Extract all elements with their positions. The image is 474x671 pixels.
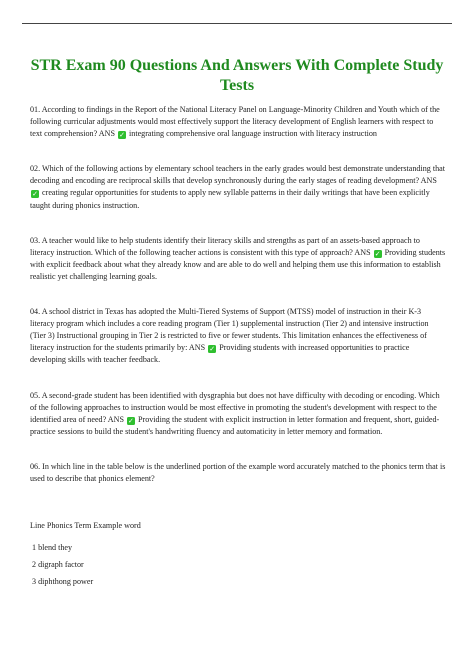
top-divider: [22, 23, 452, 24]
table-row: 2 digraph factor: [32, 560, 84, 570]
question-4-text: 04. A school district in Texas has adopted the Multi-Tiered Systems of Support (MTSS) model of instruction in their K-3 literacy program which includes a core reading program (Tier 1) supplemental instruction (Tier 2) and intensive instruction (Tier 3) Instructional grouping in Tier 2 is restricted to five or fewer students. This limitation enhances the effectiveness of literacy instruction for the students primarily by: ANS: [30, 307, 429, 353]
question-3-answer: Providing students with explicit feedback about what they already know and are able to do well and helping them use this information to establish realistic yet challenging learning goals.: [30, 247, 446, 281]
question-4-answer: Providing students with increased opportunities to practice developing skills with teacher feedback.: [30, 343, 410, 365]
check-mark-icon: ✓: [209, 345, 216, 354]
question-1: [30, 104, 446, 140]
question-2: [30, 163, 446, 211]
document-title: STR Exam 90 Questions And Answers With Complete Study Tests: [30, 57, 444, 94]
question-5-text: 05. A second-grade student has been identified with dysgraphia but does not have difficulty with decoding or encoding. Which of the following approaches to instruction would be most effective in promoting the student's development with respect to the identified area of need? ANS: [30, 390, 440, 424]
question-3-text: 03. A teacher would like to help students identify their literacy skills and strengths as part of an assets-based approach to literacy instruction. Which of the following teacher actions is consistent with this type of approach? ANS: [30, 235, 420, 257]
question-6-text: 06. In which line in the table below is the underlined portion of the example word accurately matched to the phonics term that is used to describe that phonics element?: [30, 461, 446, 483]
question-1-text: 01. According to findings in the Report of the National Literacy Panel on Language-Minority Children and Youth which of the following curricular adjustments would most effectively support the literacy development of English learners with respect to text comprehension? ANS: [30, 105, 440, 139]
check-mark-icon: ✓: [119, 131, 125, 140]
question-5: [30, 390, 446, 438]
check-mark-icon: ✓: [374, 249, 381, 258]
check-mark-icon: ✓: [128, 416, 134, 425]
table-row: 1 blend they: [32, 543, 73, 553]
question-2-text: 02. Which of the following actions by elementary school teachers in the early grades would best demonstrate understanding that decoding and encoding are reciprocal skills that develop synchronously during the early stages of reading development? ANS: [30, 164, 445, 186]
table-row: 3 diphthong power: [32, 577, 94, 587]
document-body: [30, 104, 446, 588]
question-2-answer: creating regular opportunities for students to apply new syllable patterns in their daily writings that have been explicitly taught during phonics instruction.: [30, 188, 430, 210]
phonics-table: [30, 520, 446, 588]
question-3: [30, 235, 446, 283]
question-5-answer: Providing the student with explicit instruction in letter formation and frequent, short, guided-practice sessions to build the student's handwriting fluency and automaticity in letter memory and formation.: [30, 414, 440, 436]
question-4: [30, 306, 446, 366]
question-1-answer: integrating comprehensive oral language instruction with literacy instruction: [129, 129, 377, 139]
table-header: Line Phonics Term Example word: [30, 521, 141, 531]
check-mark-icon: ✓: [32, 190, 38, 199]
question-6: [30, 461, 446, 485]
